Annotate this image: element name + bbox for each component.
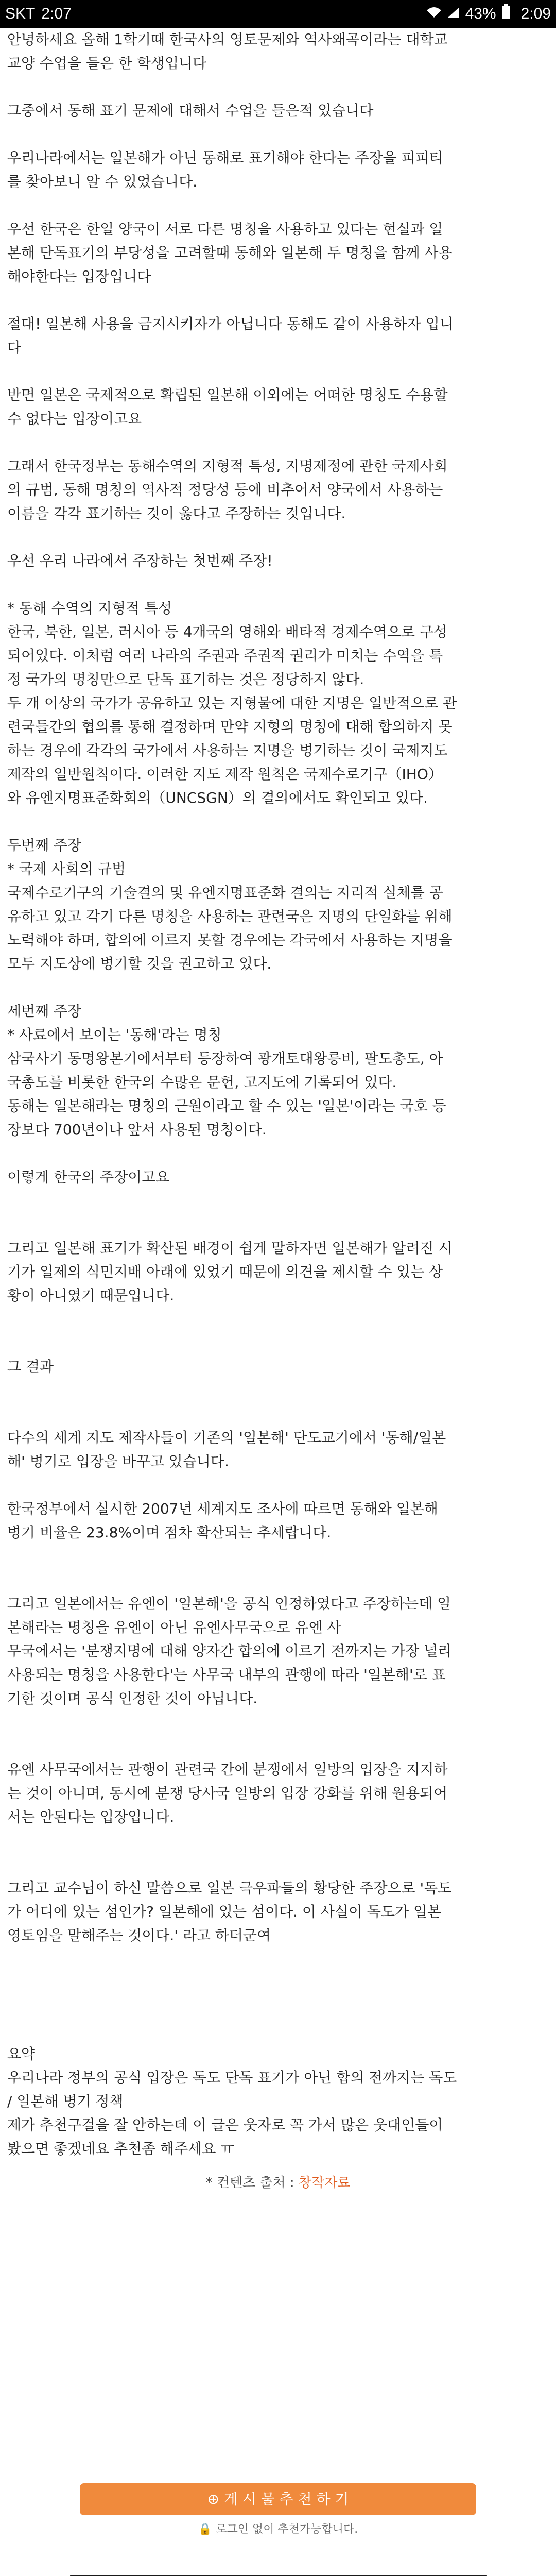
blank-line	[7, 431, 549, 454]
blank-line	[7, 1331, 549, 1355]
blank-line	[7, 360, 549, 383]
article-line: 국총도를 비롯한 한국의 수많은 문헌, 고지도에 기록되어 있다.	[7, 1074, 397, 1091]
article-line: 한국정부에서 실시한 2007년 세계지도 조사에 따르면 동해와 일본해	[7, 1500, 438, 1517]
article-line: 영토임을 말해주는 것이다.' 라고 하더군여	[7, 1927, 271, 1944]
battery-icon	[501, 4, 511, 24]
blank-line	[7, 75, 549, 99]
blank-line	[7, 810, 549, 834]
article-line: 우리나라에서는 일본해가 아닌 동해로 표기해야 한다는 주장을 피피티	[7, 149, 443, 166]
article-line: 그래서 한국정부는 동해수역의 지형적 특성, 지명제정에 관한 국제사회	[7, 457, 448, 474]
article-line: 의 규범, 동해 명칭의 역사적 정당성 등에 비추어서 양국에서 사용하는	[7, 481, 443, 498]
article-line: 두 개 이상의 국가가 공유하고 있는 지형물에 대한 지명은 일반적으로 관	[7, 694, 457, 711]
source-link[interactable]: 창작자료	[298, 2175, 351, 2191]
article-line: 유엔 사무국에서는 관행이 관련국 간에 분쟁에서 일방의 입장을 지지하	[7, 1761, 448, 1778]
blank-line	[7, 1568, 549, 1592]
article-line: 기가 일제의 식민지배 아래에 있었기 때문에 의견을 제시할 수 있는 상	[7, 1263, 443, 1280]
article-line: 황이 아니였기 때문입니다.	[7, 1287, 175, 1304]
article-line: 그리고 일본해 표기가 확산된 배경이 쉽게 말하자면 일본해가 알려진 시	[7, 1240, 453, 1257]
blank-line	[7, 526, 549, 549]
article-line: 반면 일본은 국제적으로 확립된 일본해 이외에는 어떠한 명칭도 수용할	[7, 386, 448, 403]
blank-line	[7, 1379, 549, 1402]
article-line: 수 없다는 입장이고요	[7, 410, 142, 427]
blank-line	[7, 289, 549, 312]
blank-line	[7, 1545, 549, 1568]
article-line: 그리고 교수님이 하신 말씀으로 일본 극우파들의 황당한 주장으로 '독도	[7, 1879, 452, 1896]
signal-icon	[447, 5, 460, 23]
article-line: * 사료에서 보이는 '동해'라는 명칭	[7, 1026, 222, 1043]
article-line: 서는 안된다는 입장입니다.	[7, 1808, 175, 1825]
article-line: 장보다 700년이나 앞서 사용된 명칭이다.	[7, 1121, 267, 1138]
article-line: 기한 것이며 공식 인정한 것이 아닙니다.	[7, 1690, 258, 1707]
blank-line	[7, 1971, 549, 1995]
article-line: 를 찾아보니 알 수 있었습니다.	[7, 173, 198, 190]
recommend-button[interactable]	[80, 2483, 476, 2515]
article-line: 안녕하세요 올해 1학기때 한국사의 영토문제와 역사왜곡이라는 대학교	[7, 31, 448, 48]
battery-percent: 43%	[465, 5, 496, 22]
article-line: 모두 지도상에 병기할 것을 권고하고 있다.	[7, 955, 272, 972]
article-line: 요약	[7, 2045, 36, 2062]
article-line: 련국들간의 협의를 통해 결정하며 만약 지형의 명칭에 대해 합의하지 못	[7, 718, 453, 735]
recommend-note	[0, 2520, 556, 2536]
blank-line	[7, 1213, 549, 1236]
blank-line	[7, 1995, 549, 2019]
article-line: 유하고 있고 각기 다른 명칭을 사용하는 관련국은 지명의 단일화를 위해	[7, 908, 453, 925]
article-line: 한국, 북한, 일본, 러시아 등 4개국의 영해와 배타적 경제수역으로 구성	[7, 623, 447, 640]
article-line: 우선 한국은 한일 양국이 서로 다른 명칭을 사용하고 있다는 현실과 일	[7, 221, 443, 238]
article-line: 정 국가의 명칭만으로 단독 표기하는 것은 정당하지 않다.	[7, 671, 364, 688]
blank-line	[7, 1734, 549, 1758]
article-line: 사용되는 명칭을 사용한다'는 사무국 내부의 관행에 따라 '일본해'로 표	[7, 1666, 446, 1683]
blank-line	[7, 1142, 549, 1165]
blank-line	[7, 1189, 549, 1213]
thumb-up-icon: ⊕	[207, 2490, 224, 2507]
article-line: 가 어디에 있는 섬인가? 일본해에 있는 섬이다. 이 사실이 독도가 일본	[7, 1903, 442, 1920]
article-line: 병기 비율은 23.8%이며 점차 확산되는 추세랍니다.	[7, 1524, 332, 1541]
article-line: 해야한다는 입장입니다	[7, 268, 151, 285]
article-line: 하는 경우에 각각의 국가에서 사용하는 지명을 병기하는 것이 국제지도	[7, 742, 448, 759]
blank-line	[7, 123, 549, 146]
article-line: / 일본해 병기 정책	[7, 2093, 124, 2110]
status-icons	[426, 4, 551, 24]
article-line: 는 것이 아니며, 동시에 분쟁 당사국 일방의 입장 강화를 위해 원용되어	[7, 1785, 448, 1802]
post-body	[7, 28, 549, 2195]
article-line: 해' 병기로 입장을 바꾸고 있습니다.	[7, 1453, 229, 1470]
content-source	[7, 2171, 549, 2195]
lock-icon: 🔒	[198, 2523, 216, 2536]
blank-line	[7, 194, 549, 217]
article-line: 와 유엔지명표준화회의（UNCSGN）의 결의에서도 확인되고 있다.	[7, 789, 428, 806]
blank-line	[7, 1402, 549, 1426]
blank-line	[7, 1308, 549, 1331]
wifi-icon	[426, 5, 442, 23]
carrier-label: SKT	[5, 5, 36, 22]
blank-line	[7, 1947, 549, 1971]
blank-line	[7, 2019, 549, 2042]
article-line: 그중에서 동해 표기 문제에 대해서 수업을 들은적 있습니다	[7, 102, 374, 119]
article-line: 본해 단독표기의 부당성을 고려할때 동해와 일본해 두 명칭을 함께 사용	[7, 244, 453, 261]
status-bar	[0, 0, 556, 28]
article-line: 봤으면 좋겠네요 추천좀 해주세요 ㅠ	[7, 2140, 235, 2157]
blank-line	[7, 1853, 549, 1876]
blank-line	[7, 1473, 549, 1497]
status-time-right: 2:09	[520, 5, 551, 22]
article-line: 되어있다. 이처럼 여러 나라의 주권과 주권적 권리가 미치는 수역을 특	[7, 647, 443, 664]
blank-line	[7, 573, 549, 597]
blank-line	[7, 1829, 549, 1853]
article-line: 우리나라 정부의 공식 입장은 독도 단독 표기가 아닌 합의 전까지는 독도	[7, 2069, 457, 2086]
recommend-section	[0, 2483, 556, 2536]
article-line: 삼국사기 동명왕본기에서부터 등장하여 광개토대왕릉비, 팔도총도, 아	[7, 1050, 443, 1067]
article-line: 절대! 일본해 사용을 금지시키자가 아닙니다 동해도 같이 사용하자 입니	[7, 315, 454, 332]
article-line: * 국제 사회의 규범	[7, 860, 126, 877]
article-line: 제작의 일반원칙이다. 이러한 지도 제작 원칙은 국제수로기구（IHO）	[7, 766, 443, 783]
article-line: 다	[7, 339, 22, 356]
blank-line	[7, 976, 549, 999]
article-line: 두번째 주장	[7, 837, 82, 854]
article-line: 교양 수업을 들은 한 학생입니다	[7, 55, 207, 72]
source-prefix: * 컨텐츠 출처 :	[205, 2175, 294, 2191]
blank-line	[7, 1710, 549, 1734]
article-line: 제가 추천구걸을 잘 안하는데 이 글은 웃자로 꼭 가서 많은 웃대인들이	[7, 2116, 443, 2133]
article-line: 그리고 일본에서는 유엔이 '일본해'을 공식 인정하였다고 주장하는데 일	[7, 1595, 451, 1612]
recommend-note-text: 로그인 없이 추천가능합니다.	[216, 2523, 358, 2536]
article-line: 노력해야 하며, 합의에 이르지 못할 경우에는 각국에서 사용하는 지명을	[7, 931, 453, 948]
article-line: 국제수로기구의 기술결의 및 유엔지명표준화 결의는 지리적 실체를 공	[7, 884, 443, 901]
article-line: 무국에서는 '분쟁지명에 대해 양자간 합의에 이르기 전까지는 가장 널리	[7, 1642, 452, 1659]
article-line: 이름을 각각 표기하는 것이 옳다고 주장하는 것입니다.	[7, 505, 346, 522]
article-line: 그 결과	[7, 1358, 54, 1375]
status-time-left: 2:07	[41, 5, 72, 22]
article-line: 다수의 세계 지도 제작사들이 기존의 '일본해' 단도교기에서 '동해/일본	[7, 1429, 446, 1446]
article-line: 본해라는 명칭을 유엔이 아닌 유엔사무국으로 유엔 사	[7, 1619, 341, 1636]
article-line: 우선 우리 나라에서 주장하는 첫번째 주장!	[7, 552, 273, 569]
recommend-button-label: 게 시 물 추 천 하 기	[223, 2490, 349, 2507]
article-line: 동해는 일본해라는 명칭의 근원이라고 할 수 있는 '일본'이라는 국호 등	[7, 1097, 446, 1114]
article-line: * 동해 수역의 지형적 특성	[7, 600, 172, 617]
article-line: 세번째 주장	[7, 1003, 82, 1020]
article-line: 이렇게 한국의 주장이고요	[7, 1168, 170, 1185]
